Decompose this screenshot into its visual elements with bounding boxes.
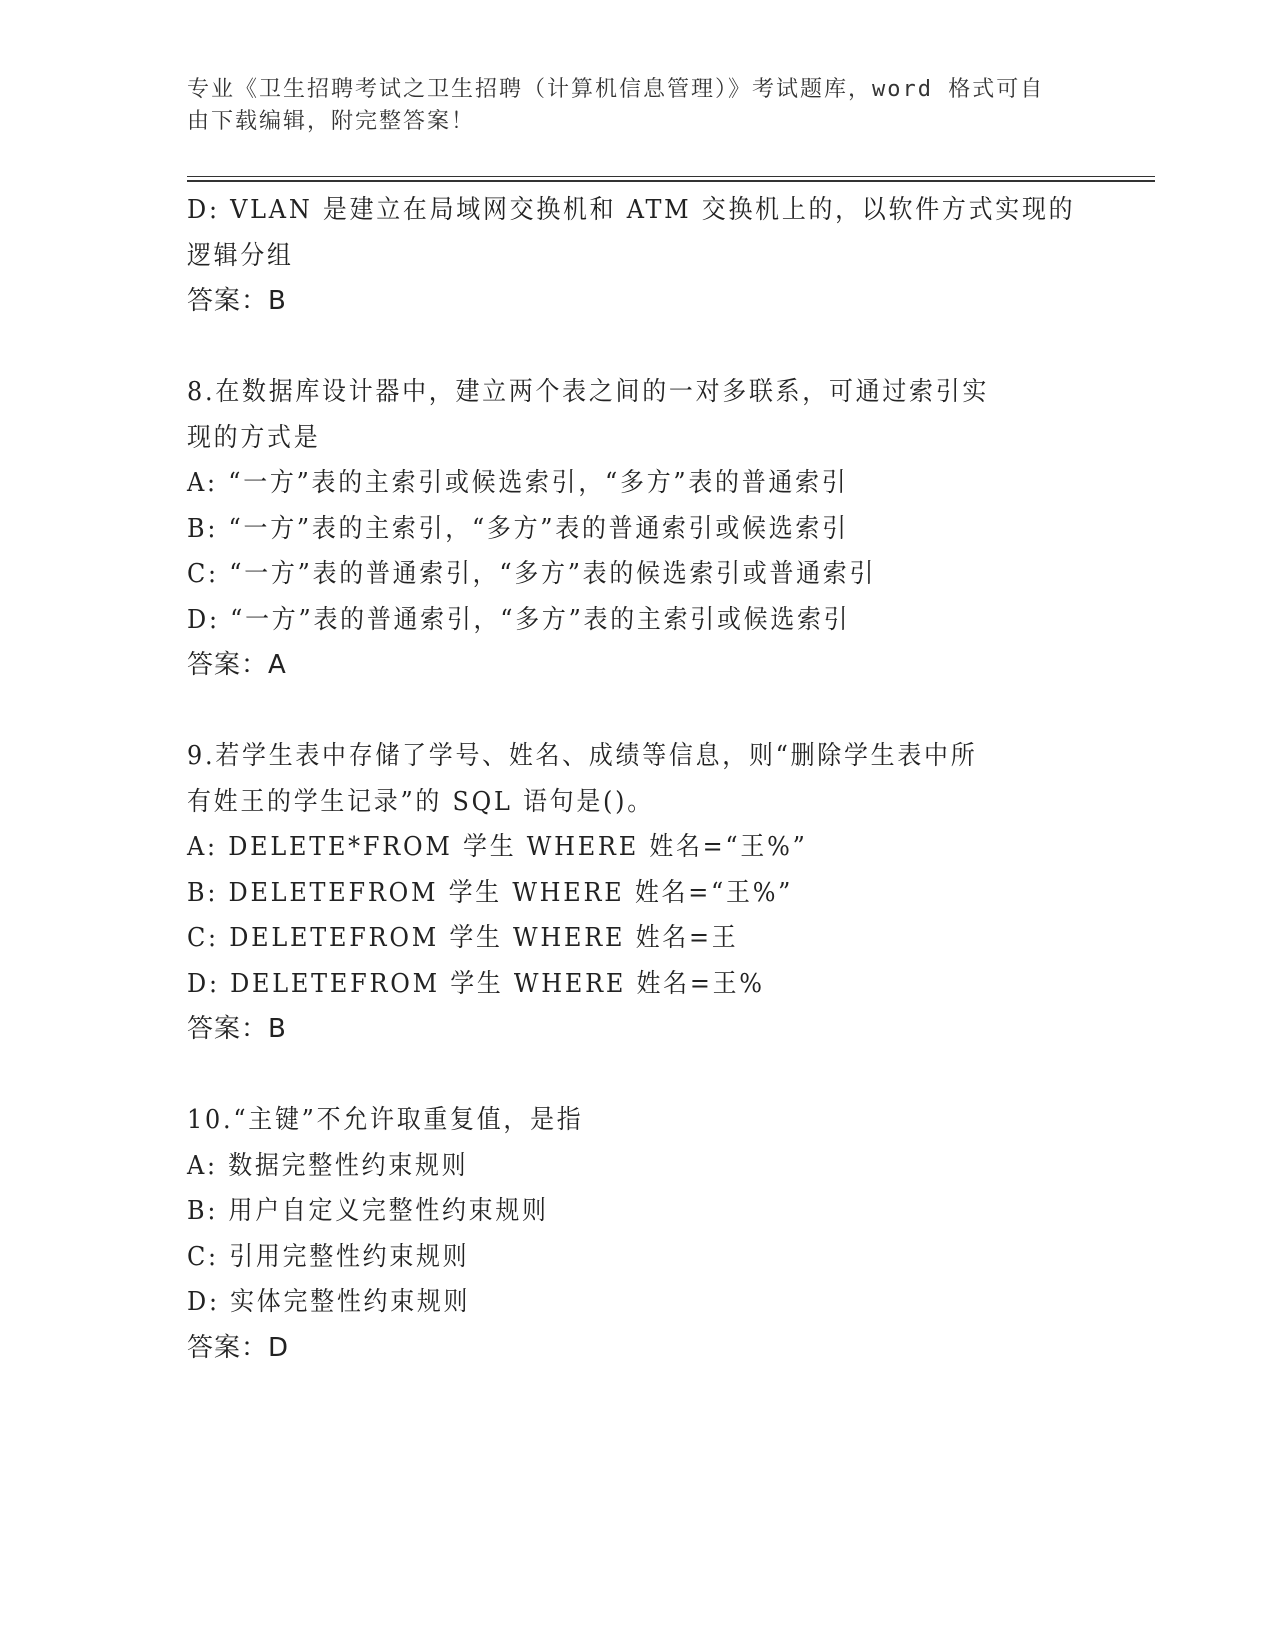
q9-question-line-1: 9.若学生表中存储了学号、姓名、成绩等信息，则“删除学生表中所 <box>187 741 978 771</box>
document-body <box>187 188 1087 1371</box>
header-divider-thin <box>187 176 1155 177</box>
q8-option-a: A: “一方”表的主索引或候选索引，“多方”表的普通索引 <box>187 468 849 498</box>
q9-question-line-2: 有姓王的学生记录”的 SQL 语句是()。 <box>187 786 654 817</box>
spacer <box>187 689 1087 735</box>
spacer <box>187 325 1087 371</box>
header-line-1: 专业《卫生招聘考试之卫生招聘（计算机信息管理）》考试题库，word 格式可自 <box>187 77 1045 102</box>
q8-question-line-1: 8.在数据库设计器中，建立两个表之间的一对多联系，可通过索引实 <box>187 377 990 407</box>
q9-option-c: C: DELETEFROM 学生 WHERE 姓名=王 <box>187 923 739 953</box>
question-8-block <box>187 370 1087 689</box>
q7-option-d-line-1: D: VLAN 是建立在局域网交换机和 ATM 交换机上的，以软件方式实现的 <box>187 195 1076 225</box>
q7-answer: 答案：B <box>187 286 287 316</box>
q9-option-a: A: DELETE*FROM 学生 WHERE 姓名=“王%” <box>187 832 808 862</box>
question-7-block <box>187 188 1087 325</box>
question-10-block <box>187 1098 1087 1371</box>
q9-answer: 答案：B <box>187 1014 287 1044</box>
q9-option-b: B: DELETEFROM 学生 WHERE 姓名=“王%” <box>187 877 794 908</box>
question-9-block <box>187 734 1087 1053</box>
q8-option-d: D: “一方”表的普通索引，“多方”表的主索引或候选索引 <box>187 604 851 635</box>
spacer <box>187 1053 1087 1099</box>
q10-option-a: A: 数据完整性约束规则 <box>187 1150 469 1181</box>
header-line-2: 由下载编辑，附完整答案！ <box>187 109 476 134</box>
header-divider-thick <box>187 180 1155 182</box>
q8-answer: 答案：A <box>187 650 287 680</box>
q10-question-line-1: 10.“主键”不允许取重复值，是指 <box>187 1105 584 1135</box>
q10-answer: 答案：D <box>187 1332 290 1363</box>
page-header <box>187 74 1087 138</box>
q8-option-c: C: “一方”表的普通索引，“多方”表的候选索引或普通索引 <box>187 559 877 589</box>
q9-option-d: D: DELETEFROM 学生 WHERE 姓名=王% <box>187 968 765 999</box>
q8-option-b: B: “一方”表的主索引，“多方”表的普通索引或候选索引 <box>187 513 849 544</box>
q8-question-line-2: 现的方式是 <box>187 422 321 453</box>
q10-option-c: C: 引用完整性约束规则 <box>187 1241 470 1272</box>
q10-option-b: B: 用户自定义完整性约束规则 <box>187 1196 549 1226</box>
q10-option-d: D: 实体完整性约束规则 <box>187 1287 471 1317</box>
q7-option-d-line-2: 逻辑分组 <box>187 240 294 271</box>
